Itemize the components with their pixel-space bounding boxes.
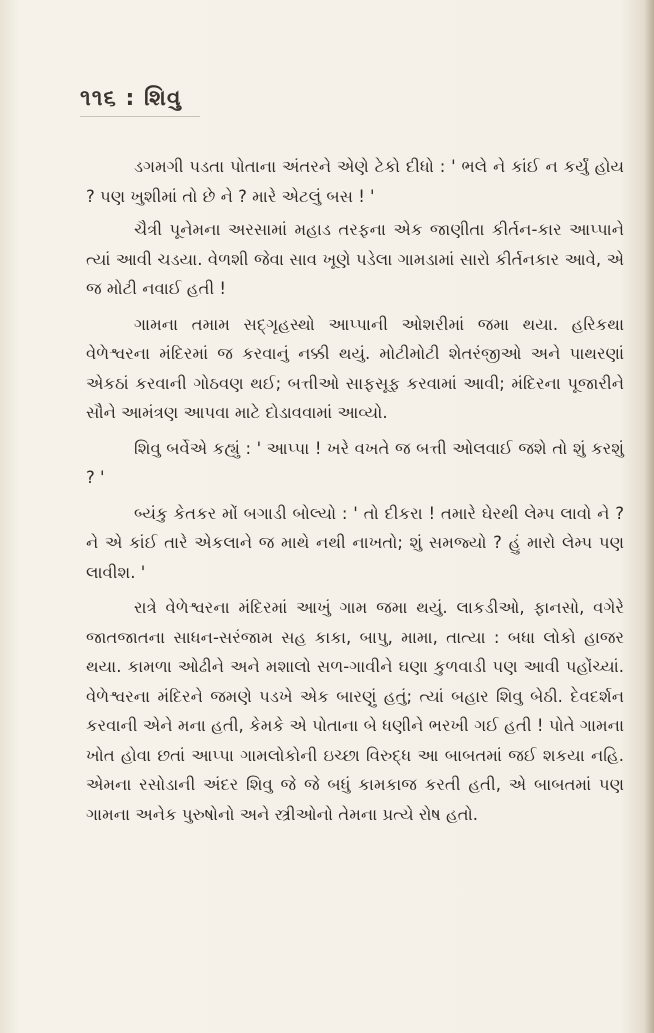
paragraph-3: ગામના તમામ સદ્ગૃહસ્થો આપ્પાની ઓશરીમાં જમા થયા. હરિકથા વેળેશ્વરના મંદિરમાં જ કરવાનું નક્કી થયું. મોટીમોટી શેતરંજીઓ અને પાથરણાં એકઠાં કરવાની ગોઠવણ થઈ; બત્તીઓ સાફસૂફ કરવામાં આવી; મંદિરના પૂજારીને સૌને આમંત્રણ આપવા માટે દોડાવવામાં આવ્યો.	[86, 314, 624, 422]
paragraph-5: બ્યંકુ કેતકર મોં બગાડી બોલ્યો : ' તો દીકરા ! તમારે ઘેરથી લેમ્પ લાવો ને ? ને એ કાંઈ તારે એકલાને જ માથે નથી નાખતો; શું સમજ્યો ? હું મારો લેમ્પ પણ લાવીશ. '	[86, 503, 624, 582]
paragraph-4: શિવુ બર્વેએ કહ્યું : ' આપ્પા ! ખરે વખતે જ બત્તી ઓલવાઈ જશે તો શું કરશું ? '	[86, 438, 624, 487]
header-underline	[80, 116, 200, 117]
paragraph-1: ડગમગી પડતા પોતાના અંતરને એણે ટેકો દીધો : ' ભલે ને કાંઈ ન કર્યું હોય ? પણ ખુશીમાં તો છે ને ? મારે એટલું બસ ! '	[86, 157, 624, 206]
body-text	[86, 152, 624, 835]
paragraph-6: રાત્રે વેળેશ્વરના મંદિરમાં આખું ગામ જમા થયું. લાકડીઓ, ફાનસો, વગેરે જાતજાતના સાધન-સરંજામ સહ કાકા, બાપુ, મામા, તાત્યા : બધા લોકો હાજર થયા. કામળા ઓઢીને અને મશાલો સળ-ગાવીને ઘણા કુળવાડી પણ આવી પહોંચ્યાં. વેળેશ્વરના મંદિરને જમણે પડખે એક બારણું હતું; ત્યાં બહાર શિવુ બેઠી. દેવદર્શન કરવાની એને મના હતી, કેમકે એ પોતાના બે ધણીને ભરખી ગઈ હતી ! પોતે ગામના ખોત હોવા છતાં આપ્પા ગામલોકોની ઇચ્છા વિરુદ્ધ આ બાબતમાં જઈ શકયા નહિ. એમના રસોડાની અંદર શિવુ જે જે બધું કામકાજ કરતી હતી, એ બાબતમાં પણ ગામના અનેક પુરુષોનો અને સ્ત્રીઓનો તેમના પ્રત્યે રોષ હતો.	[86, 598, 624, 824]
page-edge-shadow	[644, 0, 654, 1033]
page-header: ૧૧૬ : શિવુ	[80, 86, 182, 111]
paragraph-2: ચૈત્રી પૂનેમના અરસામાં મહાડ તરફના એક જાણીતા કીર્તન-કાર આપ્પાને ત્યાં આવી ચડયા. વેળશી જેવા સાવ ખૂણે પડેલા ગામડામાં સારો કીર્તનકાર આવે, એ જ મોટી નવાઈ હતી !	[86, 220, 624, 298]
